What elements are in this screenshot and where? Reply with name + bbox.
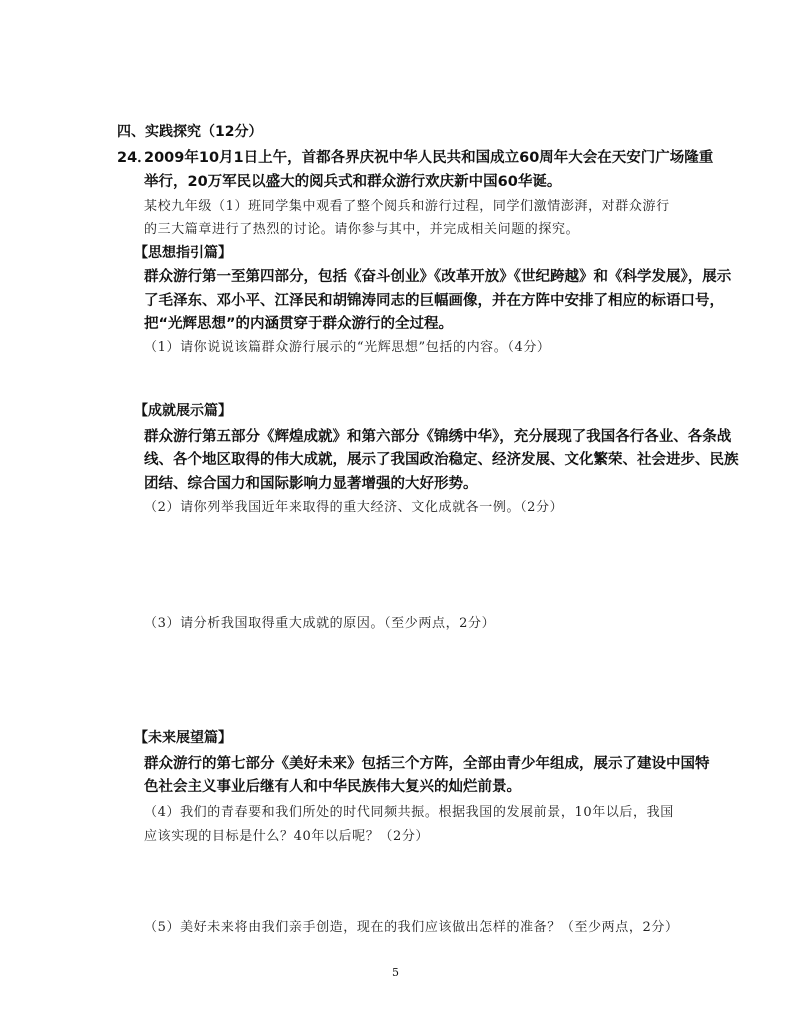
page-number: 5	[392, 966, 399, 979]
part2-heading: 【成就展示篇】	[134, 403, 232, 419]
question-number: 24．	[117, 150, 152, 166]
part1-line1: 群众游行第一至第四部分，包括《奋斗创业》《改革开放》《世纪跨越》和《科学发展》，展示	[144, 269, 732, 285]
part2-line1: 群众游行第五部分《辉煌成就》和第六部分《锦绣中华》，充分展现了我国各行各业、各条战	[144, 429, 732, 445]
question-intro-line1: 2009年10月1日上午，首都各界庆祝中华人民共和国成立60周年大会在天安门广场隆重	[144, 150, 714, 166]
part2-line2: 线、各个地区取得的伟大成就，展示了我国政治稳定、经济发展、文化繁荣、社会进步、民族	[144, 452, 739, 468]
question-2: （2）请你列举我国近年来取得的重大经济、文化成就各一例。（2分）	[144, 500, 564, 515]
part3-line1: 群众游行的第七部分《美好未来》包括三个方阵，全部由青少年组成，展示了建设中国特	[144, 756, 710, 772]
part1-line2: 了毛泽东、邓小平、江泽民和胡锦涛同志的巨幅画像，并在方阵中安排了相应的标语口号，	[144, 293, 724, 309]
section-title: 四、实践探究（12分）	[117, 124, 263, 140]
part1-line3: 把“光辉思想”的内涵贯穿于群众游行的全过程。	[144, 316, 454, 332]
part2-line3: 团结、综合国力和国际影响力显著增强的大好形势。	[144, 476, 478, 492]
question-5: （5）美好未来将由我们亲手创造，现在的我们应该做出怎样的准备？（至少两点，2分）	[144, 920, 679, 935]
question-intro-line2: 举行，20万军民以盛大的阅兵式和群众游行欢庆新中国60华诞。	[144, 174, 562, 190]
part3-heading: 【未来展望篇】	[134, 730, 232, 746]
question-4-line1: （4）我们的青春要和我们所处的时代同频共振。根据我国的发展前景，10年以后，我国	[144, 805, 674, 820]
question-1: （1）请你说说该篇群众游行展示的“光辉思想”包括的内容。（4分）	[144, 340, 551, 355]
part3-line2: 色社会主义事业后继有人和中华民族伟大复兴的灿烂前景。	[144, 779, 521, 795]
question-context-line1: 某校九年级（1）班同学集中观看了整个阅兵和游行过程，同学们激情澎湃，对群众游行	[144, 199, 670, 214]
question-context-line2: 的三大篇章进行了热烈的讨论。请你参与其中，并完成相关问题的探究。	[144, 222, 580, 237]
part1-heading: 【思想指引篇】	[134, 245, 232, 261]
question-4-line2: 应该实现的目标是什么？40年以后呢？（2分）	[144, 829, 430, 844]
question-3: （3）请分析我国取得重大成就的原因。（至少两点，2分）	[144, 616, 496, 631]
